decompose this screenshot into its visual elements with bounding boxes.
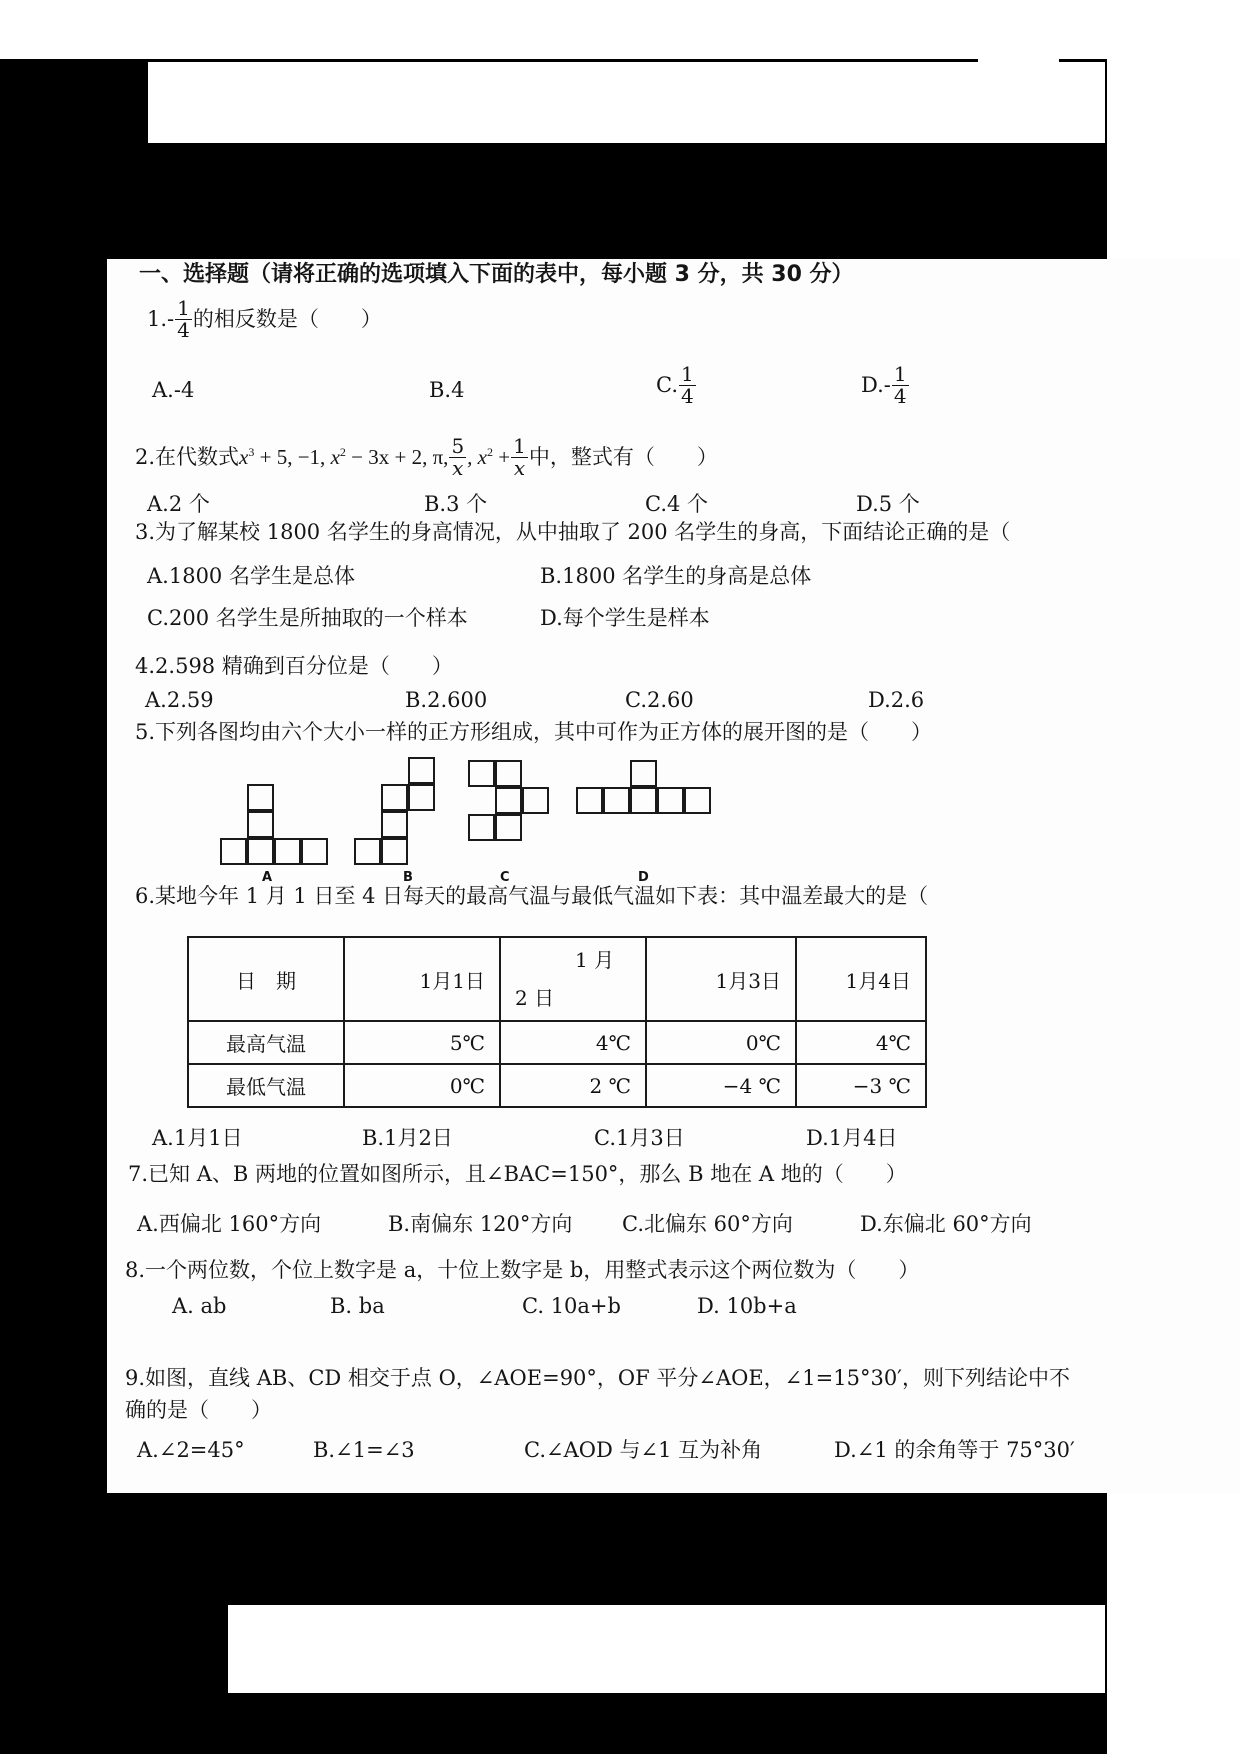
q3-option-a[interactable]: A.1800 名学生是总体 (147, 564, 355, 588)
blank-header-box (148, 62, 1105, 143)
q2-option-c[interactable]: C.4 个 (645, 492, 709, 516)
q2-option-d[interactable]: D.5 个 (856, 492, 920, 516)
table-row: 最低气温 0℃ 2 ℃ −4 ℃ −3 ℃ (188, 1064, 926, 1107)
fraction: $\frac{1}{4}$ (177, 296, 190, 342)
question-8: 8.一个两位数，个位上数字是 a，十位上数字是 b，用整式表示这个两位数为（ ） (125, 1258, 920, 1282)
q3-option-c[interactable]: C.200 名学生是所抽取的一个样本 (147, 606, 468, 630)
q7-option-b[interactable]: B.南偏东 120°方向 (388, 1212, 573, 1236)
q8-option-a[interactable]: A. ab (172, 1294, 227, 1318)
q3-option-b[interactable]: B.1800 名学生的身高是总体 (540, 564, 812, 588)
question-9: 9.如图，直线 AB、CD 相交于点 O，∠AOE=90°，OF 平分∠AOE，∠1=15°30′，则下列结论中不 (125, 1366, 1070, 1390)
q8-option-c[interactable]: C. 10a+b (522, 1294, 621, 1318)
question-3: 3.为了解某校 1800 名学生的身高情况，从中抽取了 200 名学生的身高，下面结论正确的是（ (135, 520, 1011, 544)
q9-option-d[interactable]: D.∠1 的余角等于 75°30′ (834, 1438, 1075, 1462)
question-9-line2: 确的是（ ） (125, 1398, 272, 1422)
table-row: 最高气温 5℃ 4℃ 0℃ 4℃ (188, 1021, 926, 1064)
q9-option-b[interactable]: B.∠1=∠3 (313, 1438, 415, 1462)
redaction-block-left (0, 259, 107, 1754)
q8-option-b[interactable]: B. ba (330, 1294, 385, 1318)
q3-option-d[interactable]: D.每个学生是样本 (540, 606, 710, 630)
q1-option-d[interactable]: D. - $\frac{1}{4}$ (861, 362, 907, 408)
question-4: 4.2.598 精确到百分位是（ ） (135, 654, 453, 678)
q6-option-a[interactable]: A.1月1日 (152, 1126, 243, 1150)
q1-option-b[interactable]: B.4 (429, 378, 465, 402)
question-5: 5.下列各图均由六个大小一样的正方形组成，其中可作为正方体的展开图的是（ ） (135, 720, 933, 744)
net-label-b: B (403, 870, 413, 885)
q9-option-c[interactable]: C.∠AOD 与∠1 互为补角 (524, 1438, 763, 1462)
blank-footer-box (228, 1605, 1105, 1693)
q4-option-c[interactable]: C.2.60 (625, 688, 694, 712)
net-label-c: C (500, 870, 510, 885)
question-2: 2. 在代数式 $x^3 + 5$, −1, $x^2 - 3x + 2$, π, $\frac{5}{x}$ , $x^2$ + $\frac{1}{x}$ 中，整式有（ ） (135, 434, 718, 480)
question-1: 1. - $\frac{1}{4}$ 的相反数是（ ） (147, 296, 382, 342)
q6-option-c[interactable]: C.1月3日 (594, 1126, 685, 1150)
q4-option-d[interactable]: D.2.6 (868, 688, 925, 712)
net-label-a: A (262, 870, 273, 885)
question-6: 6.某地今年 1 月 1 日至 4 日每天的最高气温与最低气温如下表：其中温差最大的是（ (135, 884, 929, 908)
q6-option-b[interactable]: B.1月2日 (362, 1126, 453, 1150)
header-gap (978, 57, 1059, 62)
q2-option-a[interactable]: A.2 个 (147, 492, 210, 516)
temperature-table (187, 936, 927, 1108)
section-title: 一、选择题（请将正确的选项填入下面的表中，每小题 3 分，共 30 分） (139, 262, 854, 287)
q4-option-a[interactable]: A.2.59 (145, 688, 214, 712)
q7-option-a[interactable]: A.西偏北 160°方向 (137, 1212, 322, 1236)
q7-option-c[interactable]: C.北偏东 60°方向 (622, 1212, 793, 1236)
q8-option-d[interactable]: D. 10b+a (697, 1294, 797, 1318)
question-number: 1. (147, 307, 168, 331)
net-label-d: D (638, 870, 649, 885)
q2-option-b[interactable]: B.3 个 (424, 492, 488, 516)
q1-option-a[interactable]: A.-4 (152, 378, 195, 402)
q6-option-d[interactable]: D.1月4日 (806, 1126, 898, 1150)
q7-option-d[interactable]: D.东偏北 60°方向 (860, 1212, 1032, 1236)
q9-option-a[interactable]: A.∠2=45° (137, 1438, 245, 1462)
q1-option-c[interactable]: C. $\frac{1}{4}$ (656, 362, 694, 408)
q4-option-b[interactable]: B.2.600 (405, 688, 488, 712)
question-7: 7.已知 A、B 两地的位置如图所示，且∠BAC=150°，那么 B 地在 A 地的（ ） (128, 1162, 907, 1186)
table-header-row: 日 期 1月1日 1 月 2 日 1月3日 1月4日 (188, 937, 926, 1021)
algebraic-expressions: $x^3 + 5$, −1, $x^2 - 3x + 2$, π, (239, 445, 449, 469)
question-stem: 的相反数是（ ） (192, 307, 382, 331)
